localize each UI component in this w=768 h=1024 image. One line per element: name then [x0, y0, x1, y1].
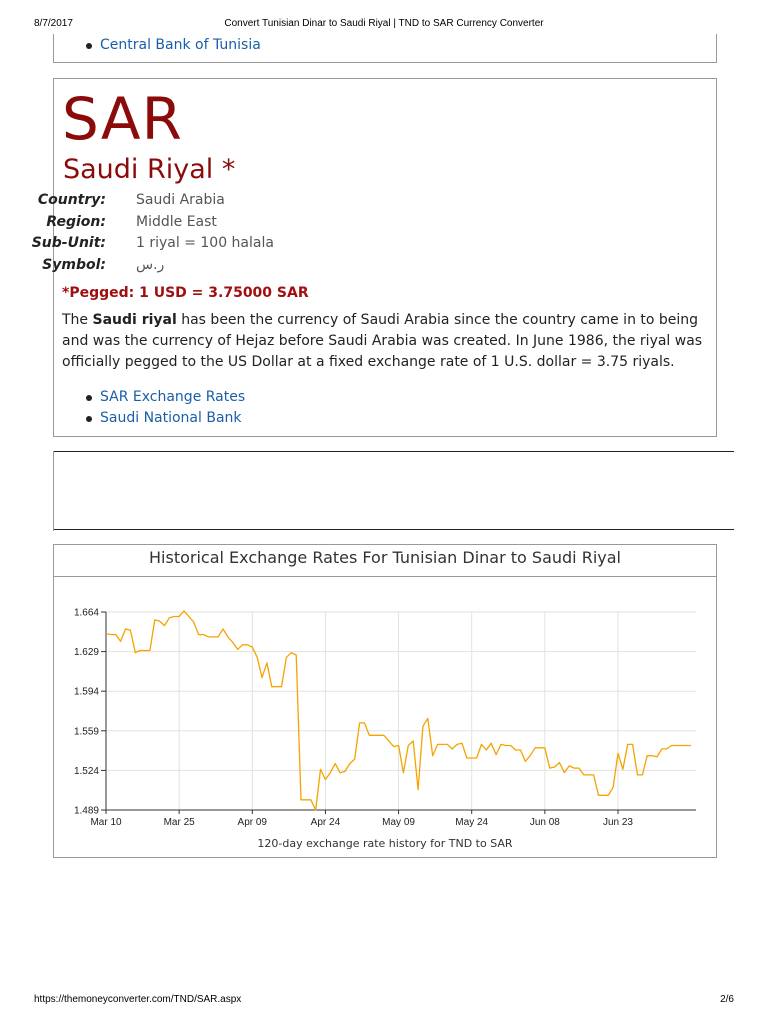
central-bank-link[interactable]: Central Bank of Tunisia	[100, 37, 261, 53]
detail-label: Region:	[46, 213, 106, 230]
description-bold: Saudi riyal	[92, 312, 177, 328]
detail-row-region	[46, 212, 694, 234]
detail-label: Sub-Unit:	[31, 235, 106, 251]
exchange-rate-chart	[54, 578, 716, 834]
x-tick-label: May 24	[455, 817, 489, 828]
y-tick-label: 1.559	[73, 726, 99, 738]
y-tick-label: 1.629	[73, 647, 99, 659]
x-tick-label: Jun 23	[602, 817, 633, 828]
currency-links	[54, 387, 714, 429]
detail-value: Middle East	[136, 213, 217, 230]
detail-value: ر.س	[136, 256, 165, 273]
print-date: 8/7/2017	[34, 18, 73, 29]
detail-label: Symbol:	[42, 256, 106, 273]
description-lead: The	[62, 312, 93, 328]
print-title: Convert Tunisian Dinar to Saudi Riyal | TND to SAR Currency Converter	[224, 18, 544, 29]
central-bank-links	[54, 35, 716, 56]
print-page-number: 2/6	[720, 994, 734, 1005]
list-item	[54, 408, 714, 429]
detail-row-subunit	[31, 233, 694, 255]
x-tick-label: Mar 10	[90, 817, 122, 828]
detail-value: 1 riyal = 100 halala	[136, 235, 274, 251]
list-item	[54, 387, 714, 408]
list-item	[54, 35, 716, 56]
x-tick-label: Mar 25	[163, 817, 195, 828]
y-tick-label: 1.594	[73, 686, 99, 698]
detail-row-symbol	[42, 255, 694, 277]
sar-exchange-rates-link[interactable]: SAR Exchange Rates	[100, 389, 246, 405]
saudi-national-bank-link[interactable]: Saudi National Bank	[100, 410, 242, 426]
detail-row-country	[37, 190, 694, 212]
description-rest: has been the currency of Saudi Arabia since the country came in to being and was the currency of Hejaz before Saudi Arabia was created. In June 1986, the riyal was officially pegged to the US Dollar at a fixed exchange rate of 1 U.S. dollar = 3.75 riyals.	[62, 312, 703, 370]
x-tick-label: Jun 08	[529, 817, 560, 828]
x-tick-label: Apr 24	[310, 817, 341, 828]
chart-caption: 120-day exchange rate history for TND to SAR	[257, 837, 513, 850]
x-tick-label: May 09	[382, 817, 415, 828]
currency-name: Saudi Riyal *	[63, 154, 236, 185]
y-tick-label: 1.489	[73, 805, 99, 817]
currency-info-panel	[31, 78, 717, 437]
print-header	[0, 18, 768, 32]
y-tick-label: 1.664	[73, 607, 99, 619]
currency-details	[31, 190, 694, 276]
print-footer	[0, 994, 768, 1008]
print-url: https://themoneyconverter.com/TND/SAR.aspx	[34, 994, 242, 1005]
chart-title: Historical Exchange Rates For Tunisian Dinar to Saudi Riyal	[54, 545, 716, 577]
central-bank-panel	[53, 34, 717, 63]
divider	[54, 451, 734, 452]
currency-code: SAR	[62, 85, 183, 153]
detail-value: Saudi Arabia	[136, 192, 225, 208]
detail-label: Country:	[37, 192, 106, 208]
x-tick-label: Apr 09	[237, 817, 268, 828]
chart-panel	[53, 544, 717, 858]
pegged-note: *Pegged: 1 USD = 3.75000 SAR	[62, 285, 309, 301]
y-tick-label: 1.524	[73, 765, 99, 777]
currency-description	[62, 310, 710, 373]
divider	[54, 529, 734, 530]
ad-placeholder	[53, 451, 733, 531]
